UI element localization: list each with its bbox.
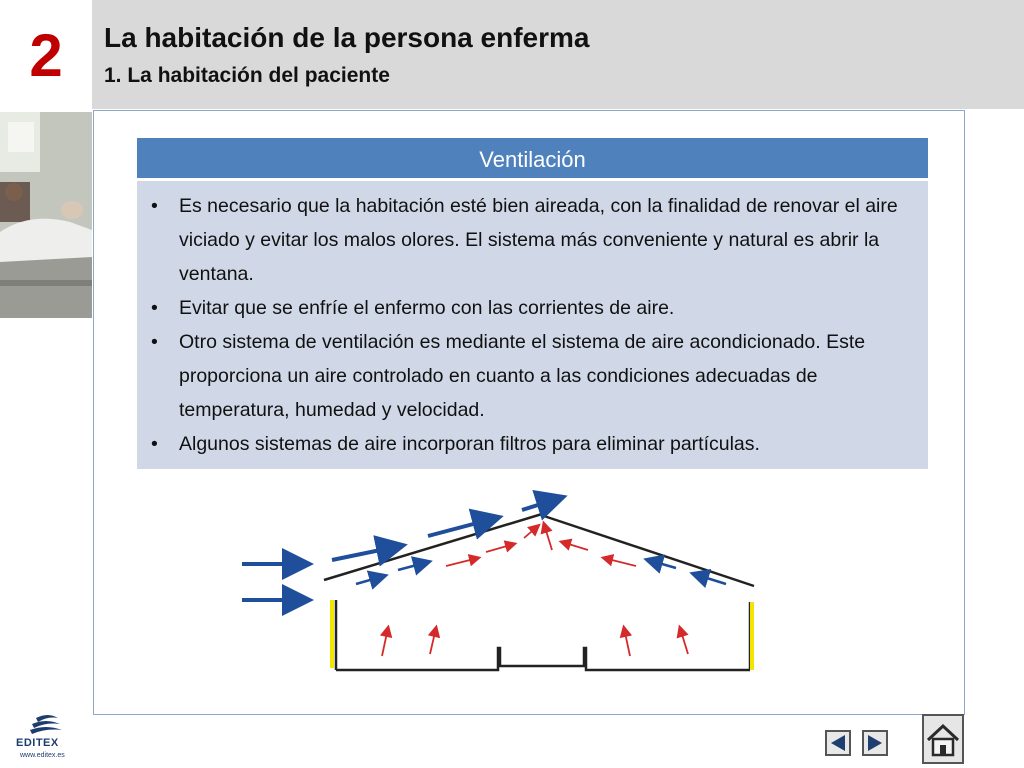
bullet-item: • Es necesario que la habitación esté bien aireada, con la finalidad de renovar el aire viciado y evitar los malos olores. El sistema más conveniente y natural es abrir la ventana. xyxy=(145,189,908,291)
bullet-item: • Evitar que se enfríe el enfermo con las corrientes de aire. xyxy=(145,291,908,325)
page-subtitle: 1. La habitación del paciente xyxy=(104,64,390,87)
page-title: La habitación de la persona enferma xyxy=(104,22,590,53)
triangle-left-icon xyxy=(827,732,849,754)
bullet-item: • Algunos sistemas de aire incorporan filtros para eliminar partículas. xyxy=(145,427,908,461)
ventilation-box xyxy=(137,138,928,469)
ventilation-body xyxy=(137,181,928,469)
previous-button[interactable] xyxy=(825,730,851,756)
ventilation-heading: Ventilación xyxy=(137,138,928,181)
header-band xyxy=(92,0,1024,109)
bullet-item: • Otro sistema de ventilación es mediante el sistema de aire acondicionado. Este proporciona un aire controlado en cuanto a las condiciones adecuadas de temperatura, humedad y velocidad. xyxy=(145,325,908,427)
house-icon xyxy=(924,716,962,762)
next-button[interactable] xyxy=(862,730,888,756)
hospital-photo xyxy=(0,112,92,318)
logo-url: www.editex.es xyxy=(20,752,65,759)
chapter-number: 2 xyxy=(0,0,92,109)
triangle-right-icon xyxy=(864,732,886,754)
ventilation-diagram xyxy=(232,488,812,678)
home-button[interactable] xyxy=(922,714,964,764)
logo-name: EDITEX xyxy=(16,737,59,749)
